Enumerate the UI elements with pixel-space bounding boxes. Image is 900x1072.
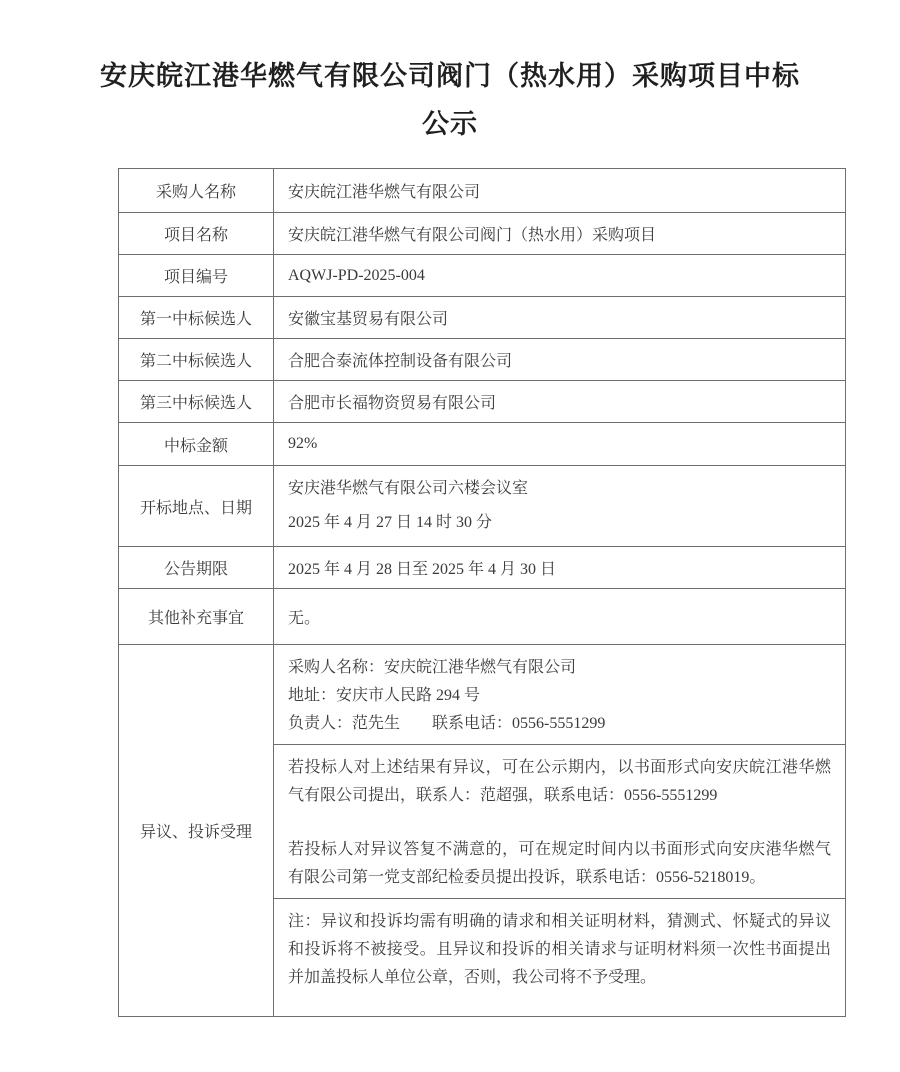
row-label-candidate-3: 第三中标候选人 (119, 381, 274, 423)
row-label-bid-amount: 中标金额 (119, 423, 274, 466)
table-row-candidate-2 (119, 339, 846, 381)
table-row-objection-contact (119, 645, 846, 745)
objection-note-cell (274, 899, 846, 1017)
row-value-candidate-1: 安徽宝基贸易有限公司 (274, 297, 846, 339)
objection-procedure-para2: 若投标人对异议答复不满意的，可在规定时间内以书面形式向安庆港华燃气有限公司第一党支部纪检委员提出投诉，联系电话：0556-5218019。 (288, 841, 831, 886)
row-value-notice-period: 2025 年 4 月 28 日至 2025 年 4 月 30 日 (274, 547, 846, 589)
row-label-candidate-1: 第一中标候选人 (119, 297, 274, 339)
table-row-candidate-1 (119, 297, 846, 339)
row-value-candidate-3: 合肥市长福物资贸易有限公司 (274, 381, 846, 423)
row-value-other-matters: 无。 (274, 589, 846, 645)
row-label-other-matters: 其他补充事宜 (119, 589, 274, 645)
row-value-project-name: 安庆皖江港华燃气有限公司阀门（热水用）采购项目 (274, 213, 846, 255)
table-row-project-number (119, 255, 846, 297)
row-label-project-name: 项目名称 (119, 213, 274, 255)
row-value-bid-amount: 92% (274, 423, 846, 466)
objection-procedure-para1: 若投标人对上述结果有异议，可在公示期内，以书面形式向安庆皖江港华燃气有限公司提出，联系人：范超强，联系电话：0556-5551299 (288, 759, 831, 804)
table-row-notice-period (119, 547, 846, 589)
bid-opening-place: 安庆港华燃气有限公司六楼会议室 (288, 480, 529, 497)
objection-contact-phone: 负责人：范先生 联系电话：0556-5551299 (288, 715, 606, 732)
page-title-line2: 公示 (422, 109, 478, 139)
table-row-bid-opening (119, 466, 846, 547)
row-label-bid-opening: 开标地点、日期 (119, 466, 274, 547)
objection-procedure-cell (274, 745, 846, 899)
row-value-bid-opening (274, 466, 846, 547)
page-title-line1: 安庆皖江港华燃气有限公司阀门（热水用）采购项目中标 (100, 61, 800, 91)
page-title (70, 52, 830, 148)
table-row-project-name (119, 213, 846, 255)
objection-address: 地址：安庆市人民路 294 号 (288, 687, 481, 704)
row-label-project-number: 项目编号 (119, 255, 274, 297)
row-value-project-number: AQWJ-PD-2025-004 (274, 255, 846, 297)
row-label-purchaser: 采购人名称 (119, 169, 274, 213)
objection-contact-cell (274, 645, 846, 745)
objection-purchaser-name: 采购人名称：安庆皖江港华燃气有限公司 (288, 659, 577, 676)
announcement-table (118, 168, 846, 1017)
table-row-candidate-3 (119, 381, 846, 423)
table-row-purchaser (119, 169, 846, 213)
bid-opening-datetime: 2025 年 4 月 27 日 14 时 30 分 (288, 514, 493, 531)
row-label-objection: 异议、投诉受理 (119, 645, 274, 1017)
row-value-purchaser: 安庆皖江港华燃气有限公司 (274, 169, 846, 213)
row-label-notice-period: 公告期限 (119, 547, 274, 589)
table-row-other-matters (119, 589, 846, 645)
table-row-bid-amount (119, 423, 846, 466)
row-value-candidate-2: 合肥合泰流体控制设备有限公司 (274, 339, 846, 381)
row-label-candidate-2: 第二中标候选人 (119, 339, 274, 381)
objection-note-text: 注：异议和投诉均需有明确的请求和相关证明材料，猜测式、怀疑式的异议和投诉将不被接受。且异议和投诉的相关请求与证明材料须一次性书面提出并加盖投标人单位公章，否则，我公司将不予受理。 (288, 913, 831, 986)
